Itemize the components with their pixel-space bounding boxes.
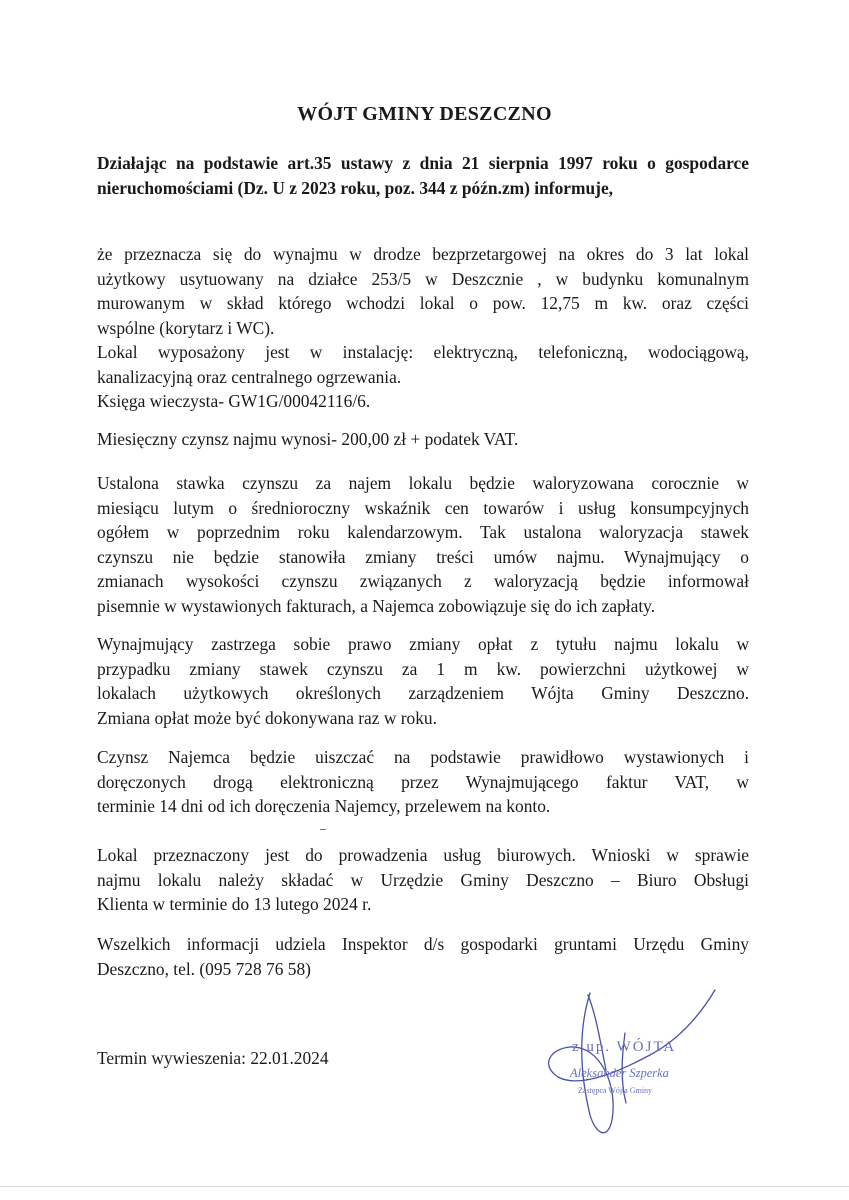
paragraph-fee-change: [97, 632, 749, 730]
paragraph-information: [97, 932, 749, 981]
text-line: Ustalona stawka czynszu za najem lokalu będzie waloryzowana corocznie w: [97, 473, 749, 493]
text-line: ogółem w poprzednim roku kalendarzowym. Tak ustalona waloryzacja stawek: [97, 522, 749, 542]
text-line: przypadku zmiany stawek czynszu za 1 m kw. powierzchni użytkowej w: [97, 658, 749, 679]
posting-date-text: Termin wywieszenia: 22.01.2024: [97, 1048, 329, 1068]
text-line: Lokal przeznaczony jest do prowadzenia usług biurowych. Wnioski w sprawie: [97, 845, 749, 865]
text-line: Wynajmujący zastrzega sobie prawo zmiany opłat z tytułu najmu lokalu w: [97, 634, 749, 654]
paragraph-purpose: [97, 843, 749, 917]
text-line: Zmiana opłat może być dokonywana raz w roku.: [97, 707, 437, 728]
paragraph-premises: [97, 242, 749, 414]
text-line: Czynsz Najemca będzie uiszczać na podstawie prawidłowo wystawionych i: [97, 747, 749, 767]
text-line: Deszczno, tel. (095 728 76 58): [97, 958, 311, 979]
page-edge-line: [0, 1186, 849, 1187]
text-line: lokalach użytkowych określonych zarządzeniem Wójta Gminy Deszczno.: [97, 683, 749, 703]
signature-stamp: [530, 985, 740, 1145]
paragraph-payment: [97, 745, 749, 819]
text-line: że przeznacza się do wynajmu w drodze bezprzetargowej na okres do 3 lat lokal: [97, 244, 749, 264]
paragraph-rent: [97, 427, 749, 452]
text-line: murowanym w skład którego wchodzi lokal o pow. 12,75 m kw. oraz części: [97, 293, 749, 313]
intro-paragraph: Działając na podstawie art.35 ustawy z dnia 21 sierpnia 1997 roku o gospodarce nieruchomościami (Dz. U z 2023 roku, poz. 344 z późn.zm) informuje,: [97, 153, 749, 198]
text-line: wspólne (korytarz i WC).: [97, 317, 275, 338]
paragraph-indexation: [97, 471, 749, 618]
stray-mark: [320, 829, 326, 830]
svg-text:Zastępca Wójta Gminy: Zastępca Wójta Gminy: [578, 1086, 653, 1095]
text-line: kanalizacyjną oraz centralnego ogrzewania.: [97, 366, 402, 387]
svg-text:Aleksander Szperka: Aleksander Szperka: [570, 1066, 669, 1080]
text-line: najmu lokalu należy składać w Urzędzie Gminy Deszczno – Biuro Obsługi: [97, 869, 749, 890]
stamp-text: [569, 1038, 676, 1095]
text-line: Lokal wyposażony jest w instalację: elektryczną, telefoniczną, wodociągową,: [97, 342, 749, 362]
text-line: zmianach wysokości czynszu związanych z waloryzacją będzie informował: [97, 571, 749, 591]
text-line: pisemnie w wystawionych fakturach, a Najemca zobowiązuje się do ich zapłaty.: [97, 595, 656, 616]
handwritten-signature: [549, 990, 715, 1133]
text-line: doręczonych drogą elektroniczną przez Wynajmującego faktur VAT, w: [97, 771, 749, 792]
document-title: WÓJT GMINY DESZCZNO: [297, 103, 552, 125]
text-line: Miesięczny czynsz najmu wynosi- 200,00 zł + podatek VAT.: [97, 429, 519, 449]
text-line: użytkowy usytuowany na działce 253/5 w Deszcznie , w budynku komunalnym: [97, 268, 749, 289]
text-line: Klienta w terminie do 13 lutego 2024 r.: [97, 894, 372, 914]
text-line: czynszu nie będzie stanowiła zmiany treści umów najmu. Wynajmujący o: [97, 546, 749, 567]
text-line: Wszelkich informacji udziela Inspektor d/s gospodarki gruntami Urzędu Gminy: [97, 934, 749, 954]
text-line: terminie 14 dni od ich doręczenia Najemcy, przelewem na konto.: [97, 796, 551, 816]
text-line: Księga wieczysta- GW1G/00042116/6.: [97, 391, 371, 411]
text-line: miesiącu lutym o średnioroczny wskaźnik cen towarów i usług konsumpcyjnych: [97, 497, 749, 518]
svg-text:z up. WÓJTA: z up. WÓJTA: [572, 1039, 677, 1055]
